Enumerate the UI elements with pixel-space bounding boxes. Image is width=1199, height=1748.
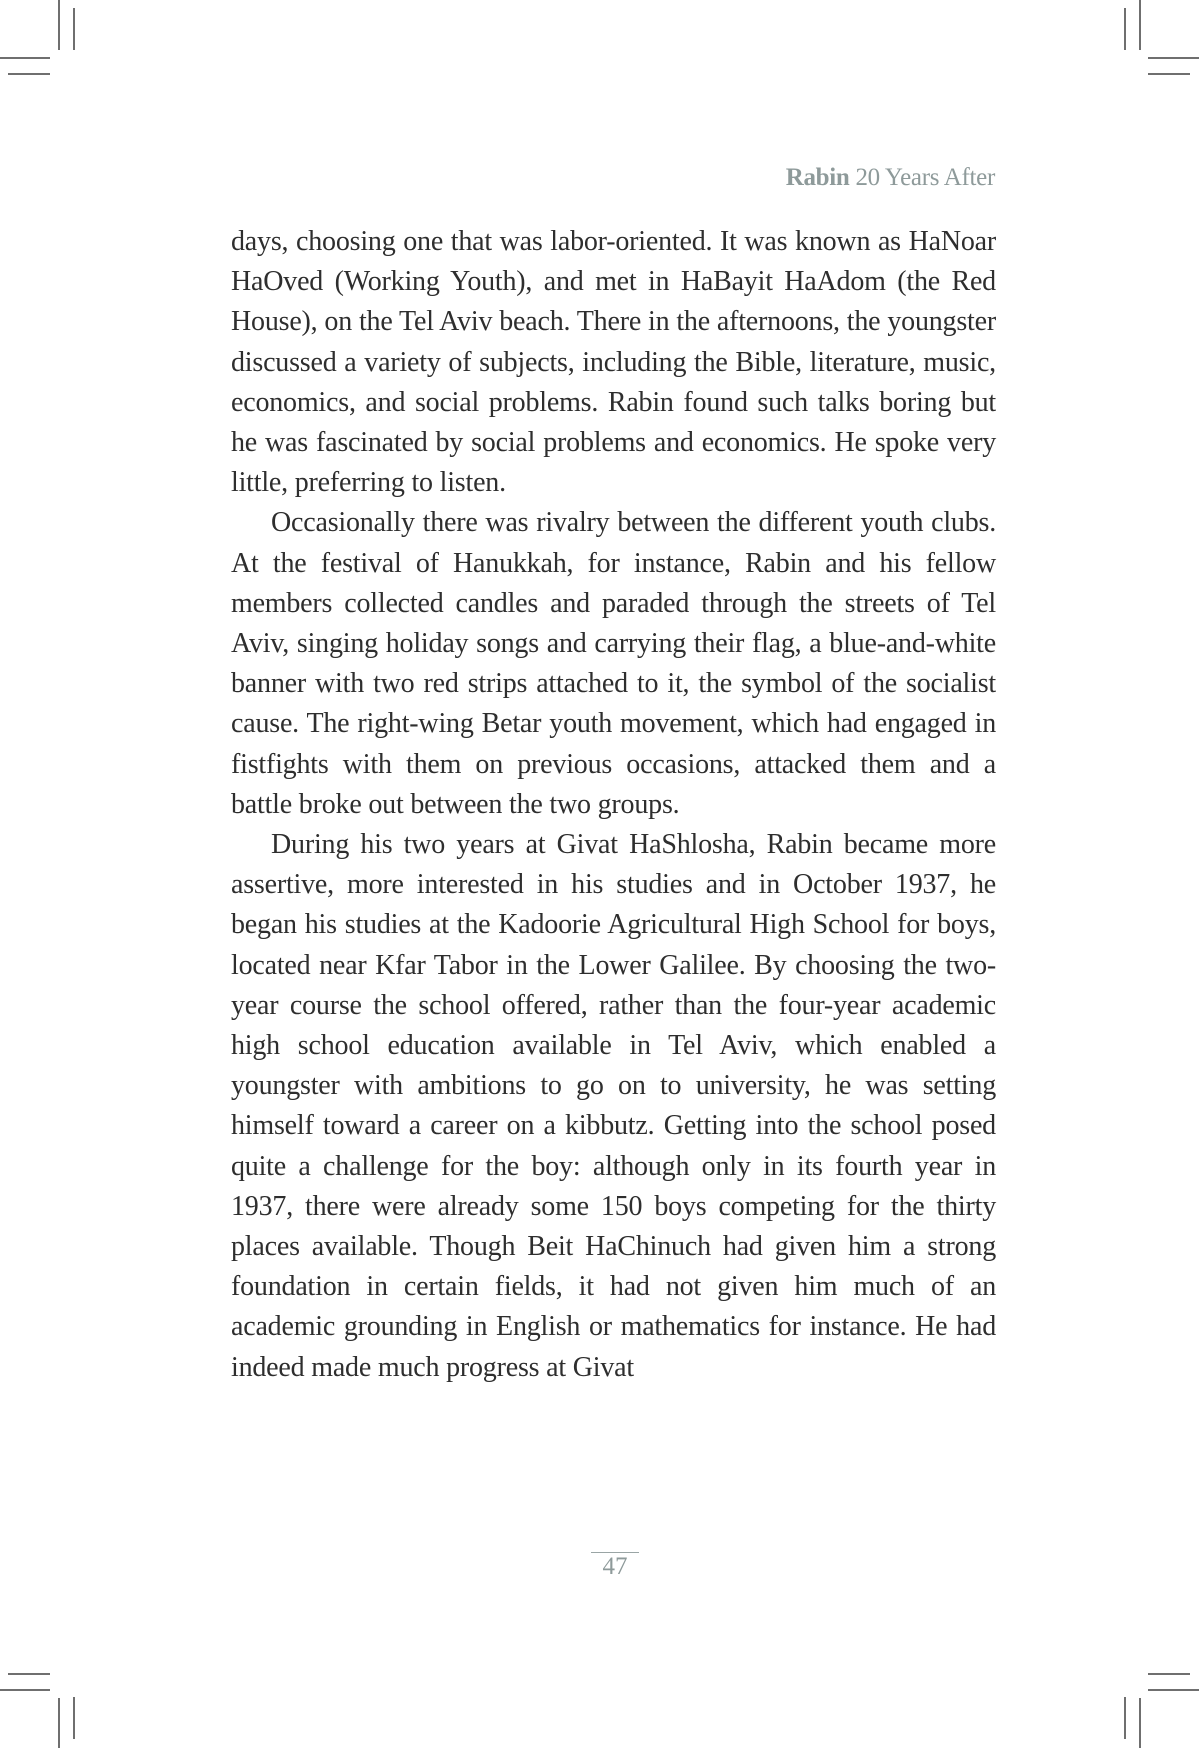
running-header	[786, 164, 995, 192]
crop-mark-bottom-left-h2	[0, 1689, 50, 1691]
book-title-rest: 20 Years After	[849, 164, 995, 191]
crop-mark-bottom-right-h1	[1148, 1673, 1190, 1675]
paragraph-1: days, choosing one that was labor-oriented. It was known as HaNoar HaOved (Working Youth), and met in HaBayit HaAdom (the Red House), on the Tel Aviv beach. There in the afternoons, the youngster discussed a variety of subjects, including the Bible, literature, music, economics, and social problems. Rabin found such talks boring but he was fascinated by social problems and economics. He spoke very little, preferring to listen.	[231, 226, 996, 499]
crop-mark-bottom-left-v2	[73, 1697, 75, 1739]
crop-mark-top-right-h1	[1148, 57, 1199, 59]
crop-mark-top-left-h1	[0, 57, 50, 59]
paragraph-3: During his two years at Givat HaShlosha, Rabin became more assertive, more interested in his studies and in October 1937, he began his studies at the Kadoorie Agricultural High School for boys, located near Kfar Tabor in the Lower Galilee. By choosing the two-year course the school offered, rather than the four-year academic high school education available in Tel Aviv, which enabled a youngster with ambitions to go on to university, he was setting himself toward a career on a kibbutz. Getting into the school posed quite a challenge for the boy: although only in its fourth year in 1937, there were already some 150 boys competing for the thirty places available. Though Beit HaChinuch had given him a strong foundation in certain fields, it had not given him much of an academic grounding in English or mathematics for instance. He had indeed made much progress at Givat	[231, 829, 996, 1383]
paragraph-2: Occasionally there was rivalry between the different youth clubs. At the festival of Hanukkah, for instance, Rabin and his fellow members collected candles and paraded through the streets of Tel Aviv, singing holiday songs and carrying their flag, a blue-and-white banner with two red strips attached to it, the symbol of the socialist cause. The right-wing Betar youth movement, which had engaged in fistfights with them on previous occasions, attacked them and a battle broke out between the two groups.	[231, 507, 996, 820]
crop-mark-top-left-v2	[73, 8, 75, 50]
page-number: 47	[602, 1553, 628, 1580]
crop-mark-bottom-right-v2	[1139, 1698, 1141, 1748]
crop-mark-top-right-h2	[1148, 73, 1190, 75]
crop-mark-bottom-right-v1	[1124, 1697, 1126, 1739]
crop-mark-bottom-left-v1	[58, 1698, 60, 1748]
book-title-bold: Rabin	[785, 164, 850, 191]
crop-mark-bottom-left-h1	[8, 1673, 50, 1675]
crop-mark-top-left-v1	[58, 0, 60, 50]
body-text	[231, 222, 996, 1388]
crop-mark-top-right-v1	[1124, 8, 1126, 50]
crop-mark-bottom-right-h2	[1148, 1689, 1199, 1691]
crop-mark-top-left-h2	[8, 73, 50, 75]
crop-mark-top-right-v2	[1139, 0, 1141, 50]
